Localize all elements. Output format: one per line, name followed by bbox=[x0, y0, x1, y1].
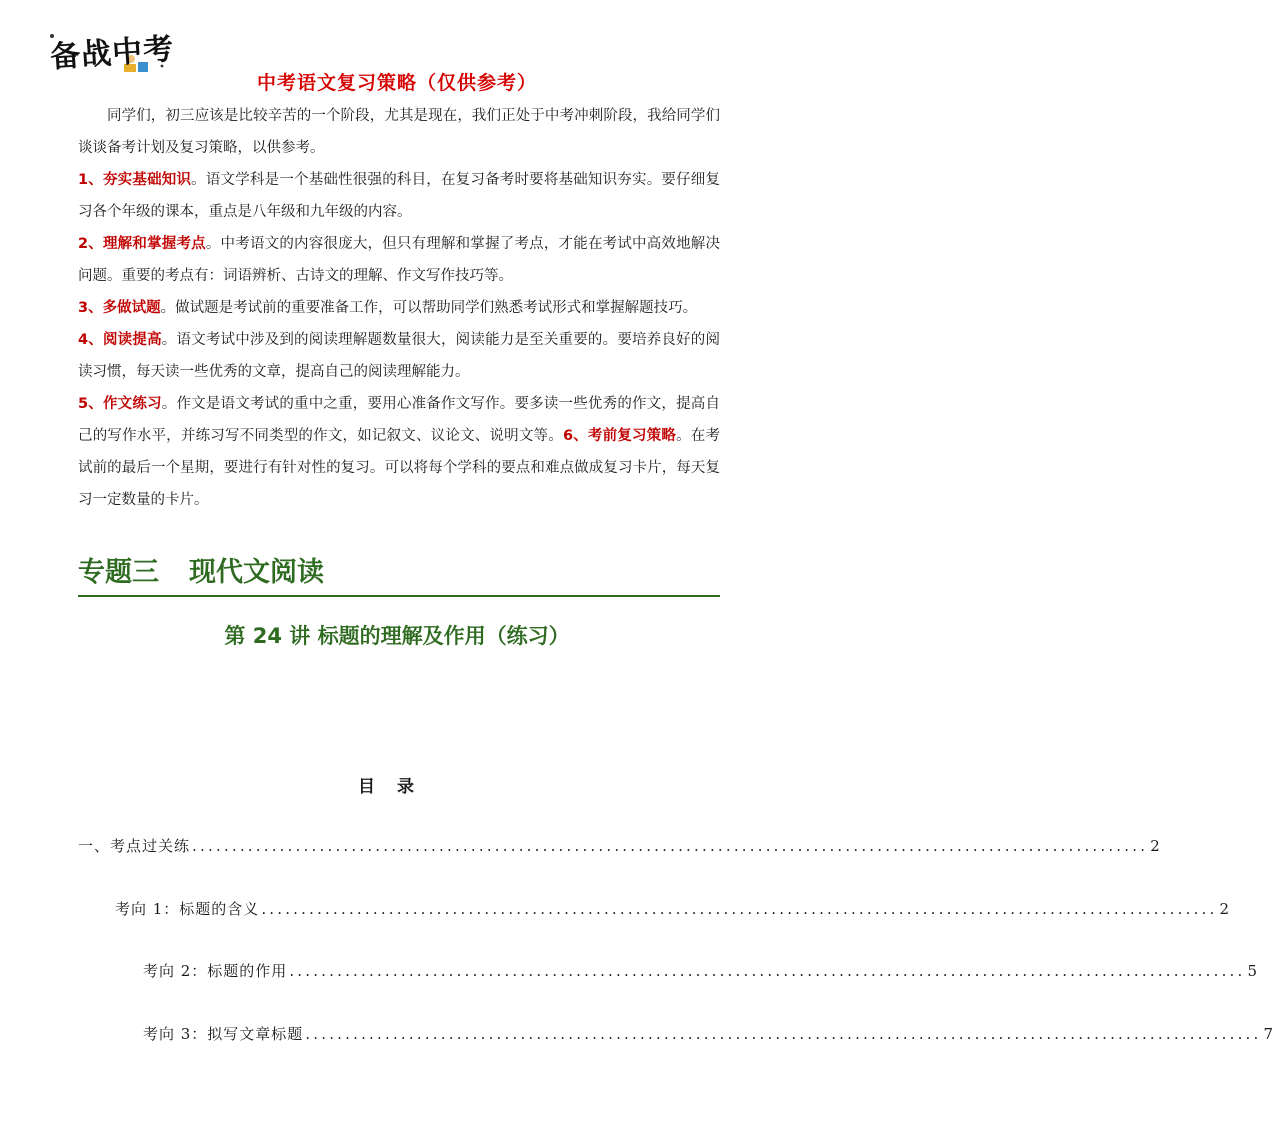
strategy-item-5 bbox=[78, 388, 720, 516]
strategy-text-4: 。语文考试中涉及到的阅读理解题数量很大，阅读能力是至关重要的。要培养良好的阅读习惯，每天读一些优秀的文章，提高自己的阅读理解能力。 bbox=[78, 332, 720, 380]
strategy-key-1: 1、夯实基础知识 bbox=[78, 172, 192, 188]
toc-entry-page: 2 bbox=[1219, 900, 1230, 918]
strategy-text-3: 。做试题是考试前的重要准备工作，可以帮助同学们熟悉考试形式和掌握解题技巧。 bbox=[160, 300, 698, 316]
toc-entry-label: 考向 1：标题的含义 bbox=[115, 900, 260, 918]
strategy-key-2: 2、理解和掌握考点 bbox=[78, 236, 206, 252]
toc-entry-1[interactable] bbox=[78, 835, 1160, 859]
intro-paragraph: 同学们，初三应该是比较辛苦的一个阶段，尤其是现在，我们正处于中考冲刺阶段，我给同学们谈谈备考计划及复习策略，以供参考。 bbox=[78, 108, 720, 156]
strategy-title: 中考语文复习策略（仅供参考） bbox=[256, 72, 537, 94]
strategy-text-2: 。中考语文的内容很庞大，但只有理解和掌握了考点，才能在考试中高效地解决问题。重要的考点有：词语辨析、古诗文的理解、作文写作技巧等。 bbox=[78, 236, 721, 284]
toc-leader: ........................................................................................................................ bbox=[261, 900, 1218, 918]
toc-entry-4[interactable] bbox=[143, 1023, 1273, 1047]
toc-entry-page: 5 bbox=[1247, 962, 1258, 980]
toc-entry-label: 考向 3：拟写文章标题 bbox=[143, 1025, 304, 1043]
toc-entry-page: 2 bbox=[1150, 837, 1160, 855]
strategy-item-4 bbox=[78, 324, 720, 388]
toc-heading: 目录 bbox=[358, 777, 436, 797]
strategy-key-6: 6、考前复习策略 bbox=[562, 428, 677, 444]
strategy-key-5: 5、作文练习 bbox=[78, 396, 162, 412]
topic-title bbox=[78, 550, 324, 589]
strategy-item-1 bbox=[78, 164, 720, 228]
topic-label: 专题三 bbox=[78, 557, 159, 588]
logo-text: 备战中考 bbox=[49, 31, 176, 76]
strategy-body bbox=[78, 100, 720, 516]
toc-entry-3[interactable] bbox=[143, 960, 1258, 984]
toc-entry-label: 一、考点过关练 bbox=[78, 837, 191, 855]
topic-divider bbox=[78, 595, 720, 597]
strategy-key-3: 3、多做试题 bbox=[78, 300, 161, 316]
strategy-text-1: 。语文学科是一个基础性很强的科目，在复习备考时要将基础知识夯实。要仔细复习各个年级的课本，重点是八年级和九年级的内容。 bbox=[78, 172, 720, 220]
toc-entry-page: 7 bbox=[1263, 1025, 1273, 1043]
toc-entry-label: 考向 2：标题的作用 bbox=[143, 962, 288, 980]
strategy-text-5: 。作文是语文考试的重中之重，要用心准备作文写作。要多读一些优秀的作文，提高自己的写作水平，并练习写不同类型的作文，如记叙文、议论文、说明文等。 bbox=[78, 396, 720, 444]
toc-leader: ........................................................................................................................ bbox=[192, 837, 1149, 855]
strategy-item-3 bbox=[78, 292, 720, 324]
toc-leader: ........................................................................................................................ bbox=[305, 1025, 1262, 1043]
strategy-item-2 bbox=[78, 228, 720, 292]
toc-entry-2[interactable] bbox=[115, 898, 1230, 922]
toc-leader: ........................................................................................................................ bbox=[289, 962, 1246, 980]
strategy-key-4: 4、阅读提高 bbox=[78, 332, 162, 348]
lesson-title: 第 24 讲 标题的理解及作用（练习） bbox=[224, 624, 570, 648]
topic-name: 现代文阅读 bbox=[189, 557, 324, 588]
strategy-text-6: 。在考试前的最后一个星期，要进行有针对性的复习。可以将每个学科的要点和难点做成复习卡片，每天复习一定数量的卡片。 bbox=[78, 428, 721, 508]
